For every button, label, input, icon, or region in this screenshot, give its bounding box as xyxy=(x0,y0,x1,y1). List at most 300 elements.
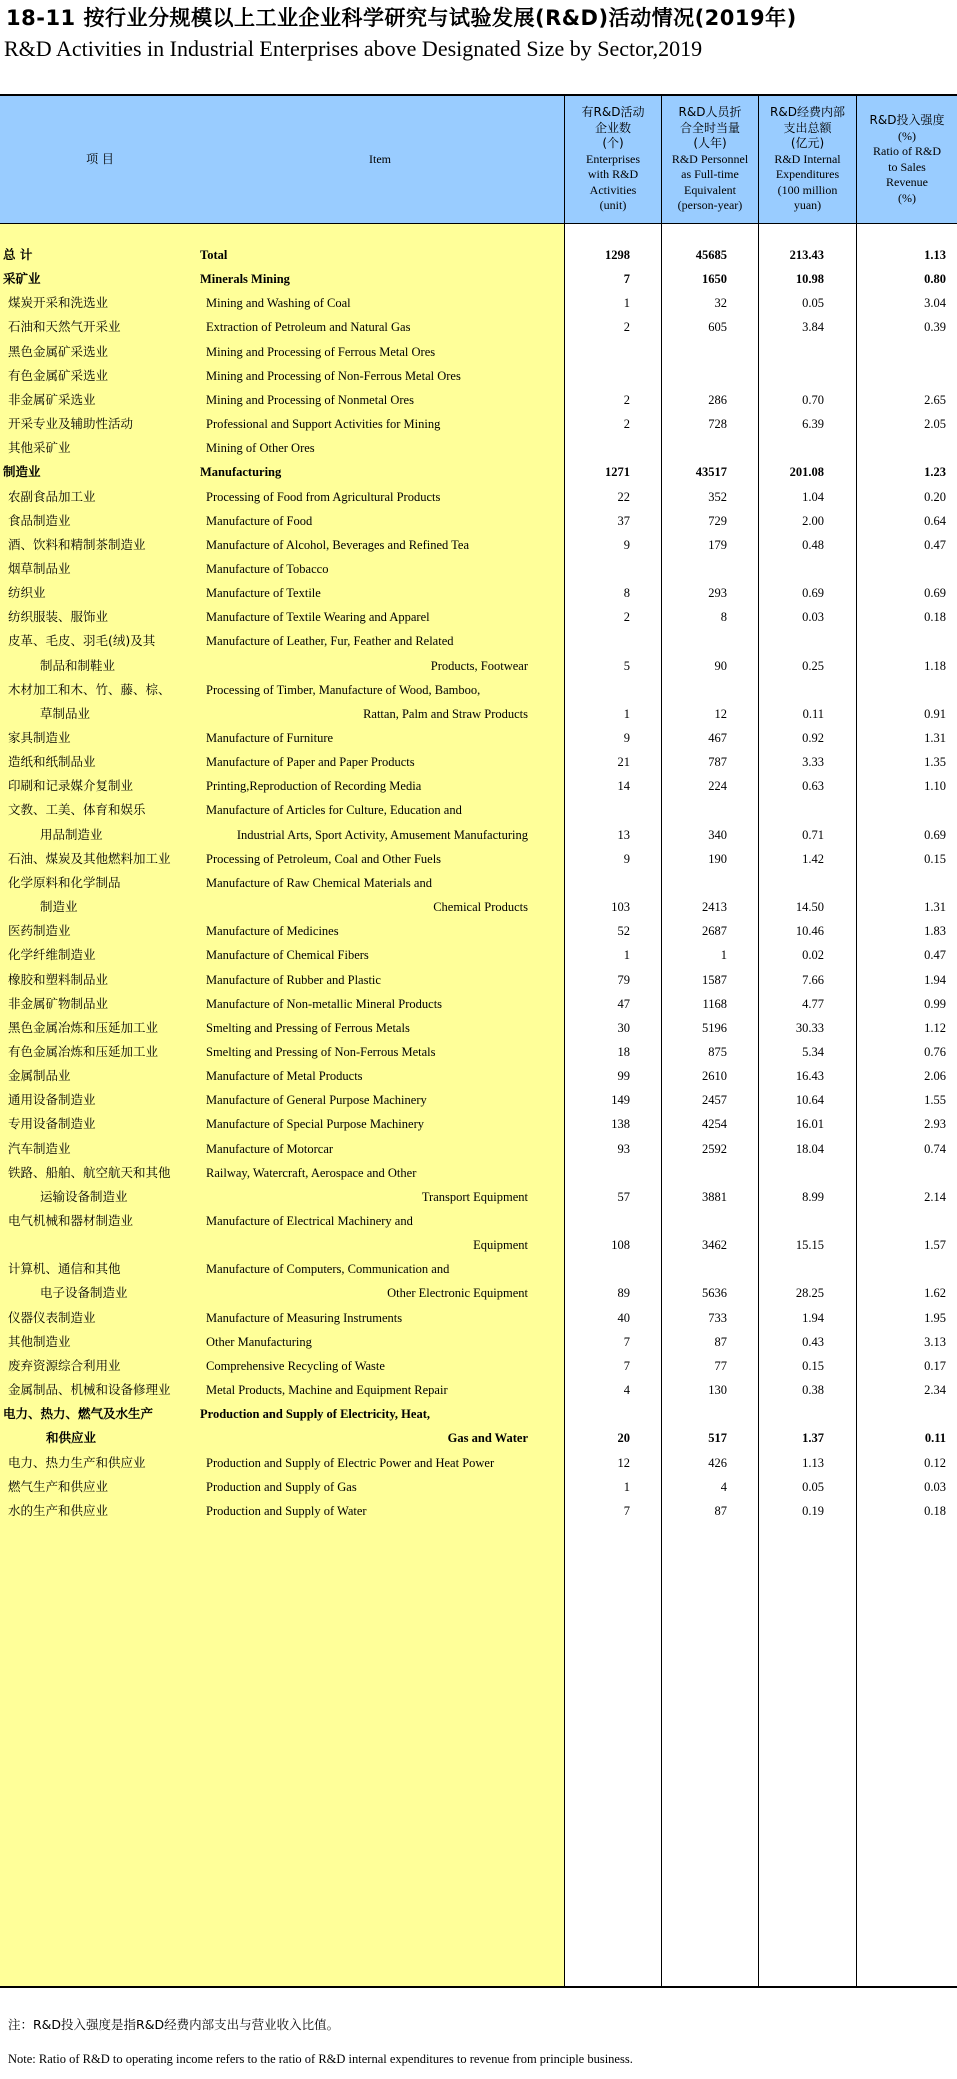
header-line: R&D人员折 xyxy=(678,105,742,120)
row-item-en: Mining and Processing of Ferrous Metal Ores xyxy=(206,344,436,359)
table-row xyxy=(0,1185,957,1209)
table-row xyxy=(0,1426,957,1450)
table-row xyxy=(0,509,957,533)
row-value: 1.31 xyxy=(924,731,946,745)
row-value: 340 xyxy=(708,827,727,842)
row-value: 2413 xyxy=(702,900,727,915)
row-item-cn: 化学原料和化学制品 xyxy=(8,874,121,890)
row-value: 0.91 xyxy=(924,706,946,721)
row-value: 138 xyxy=(611,1117,630,1132)
table-row xyxy=(0,1451,957,1475)
row-value: 16.01 xyxy=(795,1117,824,1132)
header-line: R&D Personnel xyxy=(671,151,749,166)
row-value: 10.64 xyxy=(795,1093,824,1108)
header-line: (人年) xyxy=(693,136,727,151)
row-value: 14 xyxy=(617,779,630,794)
row-item-en: Comprehensive Recycling of Waste xyxy=(206,1358,385,1373)
row-item-cn: 造纸和纸制品业 xyxy=(8,754,96,770)
table-row xyxy=(0,968,957,992)
row-value: 0.69 xyxy=(802,586,824,601)
table-row xyxy=(0,774,957,798)
row-item-cn: 农副食品加工业 xyxy=(8,488,96,504)
row-value: 130 xyxy=(708,1383,727,1398)
row-value: 0.99 xyxy=(924,996,946,1011)
row-value: 0.69 xyxy=(924,586,946,601)
header-line: 企业数 xyxy=(594,120,631,135)
row-value: 0.03 xyxy=(924,1479,946,1494)
row-item-cn: 电力、热力、燃气及水生产 xyxy=(3,1406,154,1422)
table-row xyxy=(0,823,957,847)
row-value: 2.34 xyxy=(924,1383,946,1398)
row-item-en: Production and Supply of Water xyxy=(206,1503,367,1518)
row-value: 1.57 xyxy=(924,1238,946,1253)
header-line: to Sales xyxy=(888,159,926,174)
table-row xyxy=(0,1209,957,1233)
row-value: 7 xyxy=(623,1334,630,1349)
row-value: 1 xyxy=(623,296,630,311)
row-value: 0.63 xyxy=(802,779,824,794)
page-title-chinese: 18-11 按行业分规模以上工业企业科学研究与试验发展(R&D)活动情况(2019年) xyxy=(6,6,797,30)
row-value: 1.42 xyxy=(802,851,824,866)
row-item-en: Manufacture of Alcohol, Beverages and Refined Tea xyxy=(206,537,470,552)
row-item-cn: 食品制造业 xyxy=(8,512,71,528)
row-value: 1.13 xyxy=(924,248,946,262)
row-value: 47 xyxy=(617,996,630,1011)
row-item-cn: 开采专业及辅助性活动 xyxy=(8,416,134,432)
row-value: 729 xyxy=(708,513,727,528)
row-value: 4254 xyxy=(702,1117,727,1132)
row-value: 2.93 xyxy=(924,1117,946,1132)
row-item-en: Manufacture of Furniture xyxy=(206,731,334,745)
row-value: 728 xyxy=(708,417,727,432)
header-line: (亿元) xyxy=(790,136,825,151)
row-value: 12 xyxy=(714,706,727,721)
row-value: 875 xyxy=(708,1044,727,1059)
row-value: 0.15 xyxy=(802,1358,824,1373)
row-value: 4 xyxy=(623,1383,630,1398)
row-value: 0.15 xyxy=(924,851,946,866)
row-item-en: Processing of Petroleum, Coal and Other Fuels xyxy=(206,851,442,866)
header-line: as Full-time xyxy=(681,167,739,182)
row-item-cn: 汽车制造业 xyxy=(8,1140,71,1156)
row-value: 467 xyxy=(708,731,727,745)
row-value: 0.47 xyxy=(924,948,946,963)
row-item-cn: 草制品业 xyxy=(40,705,91,721)
table-row xyxy=(0,1378,957,1402)
row-value: 517 xyxy=(708,1431,727,1446)
row-item-en: Manufacture of Textile xyxy=(206,586,321,601)
row-value: 2592 xyxy=(702,1141,727,1156)
row-value: 0.64 xyxy=(924,513,946,528)
row-value: 3.04 xyxy=(924,296,946,311)
table-row xyxy=(0,1402,957,1426)
row-value: 4.77 xyxy=(802,996,824,1011)
row-value: 5.34 xyxy=(802,1044,824,1059)
row-item-cn: 家具制造业 xyxy=(8,730,71,745)
row-item-en: Total xyxy=(200,248,228,262)
row-value: 7 xyxy=(623,272,630,287)
row-value: 9 xyxy=(623,851,630,866)
table-row xyxy=(0,1137,957,1161)
row-item-cn: 其他采矿业 xyxy=(8,440,71,456)
row-value: 426 xyxy=(708,1455,727,1470)
row-item-cn: 金属制品业 xyxy=(8,1068,71,1084)
row-value: 2.05 xyxy=(924,417,946,432)
row-item-cn: 和供应业 xyxy=(46,1430,97,1446)
row-item-cn: 皮革、毛皮、羽毛(绒)及其 xyxy=(8,633,156,649)
row-value: 1298 xyxy=(605,248,630,262)
row-value: 45685 xyxy=(695,248,727,262)
row-value: 13 xyxy=(617,827,630,842)
row-item-en: Manufacture of Raw Chemical Materials and xyxy=(206,875,432,890)
row-item-en: Manufacture of Tobacco xyxy=(206,561,329,576)
table-row xyxy=(0,291,957,315)
row-value: 10.46 xyxy=(795,924,824,939)
row-value: 787 xyxy=(708,755,727,770)
table-row xyxy=(0,654,957,678)
row-item-en: Manufacturing xyxy=(200,465,282,480)
row-item-en: Professional and Support Activities for Mining xyxy=(206,417,441,432)
row-value: 0.71 xyxy=(802,827,824,842)
row-item-en: Metal Products, Machine and Equipment Repair xyxy=(206,1383,448,1398)
table-row xyxy=(0,1281,957,1305)
row-value: 108 xyxy=(611,1238,630,1253)
row-value: 3.33 xyxy=(802,755,824,770)
header-line: Activities xyxy=(589,182,637,197)
row-value: 15.15 xyxy=(795,1238,824,1253)
row-value: 1.13 xyxy=(802,1455,824,1470)
row-item-en: Manufacture of Medicines xyxy=(206,924,339,939)
header-line: (个) xyxy=(602,136,624,151)
row-value: 0.76 xyxy=(924,1044,946,1059)
table-row xyxy=(0,750,957,774)
row-value: 2 xyxy=(623,392,630,407)
row-value: 0.74 xyxy=(924,1141,946,1156)
table-row xyxy=(0,460,957,484)
row-value: 1.37 xyxy=(802,1431,824,1446)
row-value: 21 xyxy=(617,755,630,770)
table-row xyxy=(0,1233,957,1257)
row-item-cn: 医药制造业 xyxy=(8,923,71,939)
row-item-en: Manufacture of Articles for Culture, Education and xyxy=(206,803,462,818)
row-value: 37 xyxy=(617,513,630,528)
table-row xyxy=(0,726,957,750)
row-value: 2457 xyxy=(702,1093,727,1108)
row-value: 2687 xyxy=(702,924,727,939)
row-item-cn: 其他制造业 xyxy=(8,1333,71,1349)
header-line: R&D Internal xyxy=(774,151,841,166)
table-row xyxy=(0,798,957,822)
footnote-chinese: 注：R&D投入强度是指R&D经费内部支出与营业收入比值。 xyxy=(8,2017,340,2032)
row-item-en: Manufacture of Rubber and Plastic xyxy=(206,972,381,987)
row-value: 0.03 xyxy=(802,610,824,625)
row-value: 79 xyxy=(617,972,630,987)
row-item-cn: 计算机、通信和其他 xyxy=(8,1261,121,1277)
row-value: 5636 xyxy=(702,1286,727,1301)
row-item-en: Manufacture of Food xyxy=(206,513,313,528)
header-expenditures xyxy=(759,96,856,223)
row-value: 1.83 xyxy=(924,924,946,939)
row-item-en: Printing,Reproduction of Recording Media xyxy=(206,779,422,794)
row-value: 1271 xyxy=(605,465,630,480)
table-row xyxy=(0,1257,957,1281)
row-value: 0.17 xyxy=(924,1358,946,1373)
row-value: 1.94 xyxy=(924,972,946,987)
row-item-en: Mining of Other Ores xyxy=(206,441,315,456)
header-line: (unit) xyxy=(599,198,627,213)
row-item-en: Extraction of Petroleum and Natural Gas xyxy=(206,320,411,335)
row-value: 10.98 xyxy=(795,272,824,287)
row-value: 0.47 xyxy=(924,537,946,552)
row-item-cn: 制造业 xyxy=(3,464,41,480)
row-value: 352 xyxy=(708,489,727,504)
table-row xyxy=(0,485,957,509)
row-item-cn: 非金属矿采选业 xyxy=(8,391,96,407)
header-enterprises xyxy=(565,96,661,223)
row-item-en: Manufacture of Chemical Fibers xyxy=(206,948,369,963)
row-value: 57 xyxy=(617,1189,630,1204)
row-value: 7 xyxy=(623,1503,630,1518)
header-line: (%) xyxy=(898,128,916,143)
row-item-en: Gas and Water xyxy=(447,1431,528,1446)
header-line: Expenditures xyxy=(775,167,840,182)
table-row xyxy=(0,678,957,702)
table-row xyxy=(0,1354,957,1378)
header-line: (100 million xyxy=(777,182,838,197)
row-value: 224 xyxy=(708,779,727,794)
row-item-cn: 有色金属矿采选业 xyxy=(8,367,109,383)
row-value: 1 xyxy=(623,948,630,963)
header-item-en: Item xyxy=(369,151,391,166)
row-item-cn: 仪器仪表制造业 xyxy=(8,1309,96,1325)
header-line: 有R&D活动 xyxy=(581,105,645,120)
row-item-en: Smelting and Pressing of Non-Ferrous Metals xyxy=(206,1044,436,1059)
row-item-cn: 黑色金属矿采选业 xyxy=(8,343,109,359)
row-value: 1.94 xyxy=(802,1310,824,1325)
row-value: 0.92 xyxy=(802,731,824,745)
row-value: 43517 xyxy=(695,465,727,480)
row-item-en: Transport Equipment xyxy=(421,1189,528,1204)
table-row xyxy=(0,581,957,605)
row-item-cn: 制造业 xyxy=(40,899,78,915)
row-item-cn: 石油、煤炭及其他燃料加工业 xyxy=(8,850,171,866)
row-value: 286 xyxy=(708,392,727,407)
row-item-en: Production and Supply of Electricity, Heat, xyxy=(200,1407,430,1422)
row-value: 40 xyxy=(617,1310,630,1325)
row-value: 1.18 xyxy=(924,658,946,673)
table-row xyxy=(0,1499,957,1523)
row-value: 605 xyxy=(708,320,727,335)
row-item-cn: 制品和制鞋业 xyxy=(40,657,116,673)
row-item-en: Manufacture of Metal Products xyxy=(206,1069,363,1084)
table-row xyxy=(0,1088,957,1112)
table-row xyxy=(0,605,957,629)
header-line: (person-year) xyxy=(677,198,743,213)
row-value: 0.11 xyxy=(924,1431,946,1446)
row-item-cn: 电子设备制造业 xyxy=(40,1285,128,1301)
row-item-cn: 采矿业 xyxy=(3,271,41,287)
row-value: 1.31 xyxy=(924,900,946,915)
row-value: 87 xyxy=(714,1503,727,1518)
row-value: 8 xyxy=(720,610,727,625)
table-row xyxy=(0,1475,957,1499)
row-value: 2 xyxy=(623,610,630,625)
row-item-cn: 燃气生产和供应业 xyxy=(8,1478,109,1494)
row-item-en: Manufacture of Non-metallic Mineral Products xyxy=(206,996,443,1011)
row-item-cn: 黑色金属冶炼和压延加工业 xyxy=(8,1019,159,1035)
row-item-cn: 专用设备制造业 xyxy=(8,1116,96,1132)
row-item-cn: 总 计 xyxy=(3,247,33,262)
row-item-cn: 有色金属冶炼和压延加工业 xyxy=(8,1043,159,1059)
row-value: 14.50 xyxy=(795,900,824,915)
row-value: 1 xyxy=(623,1479,630,1494)
row-item-cn: 金属制品、机械和设备修理业 xyxy=(8,1382,171,1398)
row-item-en: Processing of Timber, Manufacture of Wood, Bamboo, xyxy=(206,682,481,697)
header-line: Enterprises xyxy=(586,151,640,166)
header-item-cn: 项 目 xyxy=(86,151,114,166)
table-row xyxy=(0,1161,957,1185)
table-row xyxy=(0,267,957,291)
row-value: 52 xyxy=(617,924,630,939)
row-item-cn: 纺织服装、服饰业 xyxy=(8,609,109,625)
table-row xyxy=(0,1306,957,1330)
table-row xyxy=(0,1016,957,1040)
row-value: 1.23 xyxy=(924,465,946,480)
row-value: 1.95 xyxy=(924,1310,946,1325)
row-value: 1.10 xyxy=(924,779,946,794)
table-row xyxy=(0,629,957,653)
table-row xyxy=(0,1064,957,1088)
row-item-cn: 文教、工美、体育和娱乐 xyxy=(8,802,146,818)
header-line: with R&D xyxy=(587,167,639,182)
table-row xyxy=(0,243,957,267)
row-item-cn: 用品制造业 xyxy=(40,826,103,842)
row-item-cn: 印刷和记录媒介复制业 xyxy=(8,778,134,794)
row-item-cn: 酒、饮料和精制茶制造业 xyxy=(8,536,146,552)
row-value: 1587 xyxy=(702,972,727,987)
row-value: 0.20 xyxy=(924,489,946,504)
row-value: 0.69 xyxy=(924,827,946,842)
row-value: 1 xyxy=(720,948,727,963)
data-table xyxy=(0,94,957,1988)
row-value: 2.00 xyxy=(802,513,824,528)
table-row xyxy=(0,557,957,581)
row-item-cn: 纺织业 xyxy=(8,585,46,601)
row-value: 0.48 xyxy=(802,537,824,552)
row-value: 7.66 xyxy=(802,972,824,987)
row-value: 18.04 xyxy=(795,1141,824,1156)
header-personnel xyxy=(662,96,758,223)
table-row xyxy=(0,315,957,339)
row-item-cn: 石油和天然气开采业 xyxy=(8,319,121,335)
table-row xyxy=(0,1040,957,1064)
row-value: 0.05 xyxy=(802,296,824,311)
row-item-cn: 电气机械和器材制造业 xyxy=(8,1213,134,1228)
row-value: 103 xyxy=(611,900,630,915)
header-line: R&D投入强度 xyxy=(869,113,945,127)
row-value: 3.84 xyxy=(802,320,824,335)
row-value: 93 xyxy=(617,1141,630,1156)
row-value: 9 xyxy=(623,537,630,552)
row-value: 2 xyxy=(623,320,630,335)
row-item-en: Manufacture of Electrical Machinery and xyxy=(206,1214,413,1228)
row-item-en: Rattan, Palm and Straw Products xyxy=(363,706,528,721)
row-value: 2.65 xyxy=(924,392,946,407)
row-value: 16.43 xyxy=(795,1069,824,1084)
row-value: 0.12 xyxy=(924,1455,946,1470)
row-item-en: Manufacture of Textile Wearing and Apparel xyxy=(206,610,430,625)
row-item-en: Smelting and Pressing of Ferrous Metals xyxy=(206,1020,410,1035)
table-row xyxy=(0,436,957,460)
page-title-english: R&D Activities in Industrial Enterprises above Designated Size by Sector,2019 xyxy=(4,36,703,61)
row-item-en: Manufacture of Special Purpose Machinery xyxy=(206,1117,424,1132)
row-item-en: Production and Supply of Gas xyxy=(206,1479,357,1494)
row-item-en: Industrial Arts, Sport Activity, Amusement Manufacturing xyxy=(236,827,528,842)
row-value: 99 xyxy=(617,1069,630,1084)
row-value: 18 xyxy=(617,1044,630,1059)
header-line: 合全时当量 xyxy=(679,120,740,135)
table-row xyxy=(0,533,957,557)
row-item-en: Manufacture of General Purpose Machinery xyxy=(206,1093,427,1108)
row-item-en: Minerals Mining xyxy=(200,272,290,287)
row-value: 179 xyxy=(708,537,727,552)
row-value: 149 xyxy=(611,1093,630,1108)
row-value: 0.43 xyxy=(802,1334,824,1349)
row-value: 30.33 xyxy=(795,1020,824,1035)
header-line: 支出总额 xyxy=(783,120,832,135)
row-value: 1650 xyxy=(702,272,727,287)
row-item-cn: 铁路、船舶、航空航天和其他 xyxy=(8,1164,171,1180)
row-value: 1.55 xyxy=(924,1093,946,1108)
table-row xyxy=(0,1330,957,1354)
row-item-cn: 烟草制品业 xyxy=(8,560,71,576)
table-row xyxy=(0,364,957,388)
row-value: 8.99 xyxy=(802,1189,824,1204)
row-value: 4 xyxy=(720,1479,727,1494)
row-value: 30 xyxy=(617,1020,630,1035)
row-value: 1 xyxy=(623,706,630,721)
row-item-cn: 电力、热力生产和供应业 xyxy=(8,1454,146,1470)
row-item-en: Manufacture of Leather, Fur, Feather and Related xyxy=(206,634,454,649)
row-value: 20 xyxy=(617,1431,630,1446)
row-item-cn: 通用设备制造业 xyxy=(8,1092,96,1108)
row-item-cn: 运输设备制造业 xyxy=(40,1188,128,1204)
row-value: 0.02 xyxy=(802,948,824,963)
table-row xyxy=(0,871,957,895)
row-value: 28.25 xyxy=(795,1286,824,1301)
row-value: 0.05 xyxy=(802,1479,824,1494)
row-value: 1.12 xyxy=(924,1020,946,1035)
row-item-en: Other Manufacturing xyxy=(206,1334,312,1349)
row-value: 2610 xyxy=(702,1069,727,1084)
table-row xyxy=(0,895,957,919)
row-value: 9 xyxy=(623,731,630,745)
header-line: Revenue xyxy=(886,175,928,189)
row-item-cn: 橡胶和塑料制品业 xyxy=(8,971,109,987)
header-line: Equivalent xyxy=(684,182,736,197)
row-value: 0.80 xyxy=(924,272,946,287)
row-value: 0.18 xyxy=(924,610,946,625)
row-value: 1.62 xyxy=(924,1286,946,1301)
row-item-en: Chemical Products xyxy=(433,900,528,915)
row-value: 87 xyxy=(714,1334,727,1349)
row-value: 0.19 xyxy=(802,1503,824,1518)
row-value: 6.39 xyxy=(802,417,824,432)
row-value: 2.06 xyxy=(924,1069,946,1084)
row-value: 3462 xyxy=(702,1238,727,1253)
table-row xyxy=(0,1112,957,1136)
row-value: 3.13 xyxy=(924,1334,946,1349)
